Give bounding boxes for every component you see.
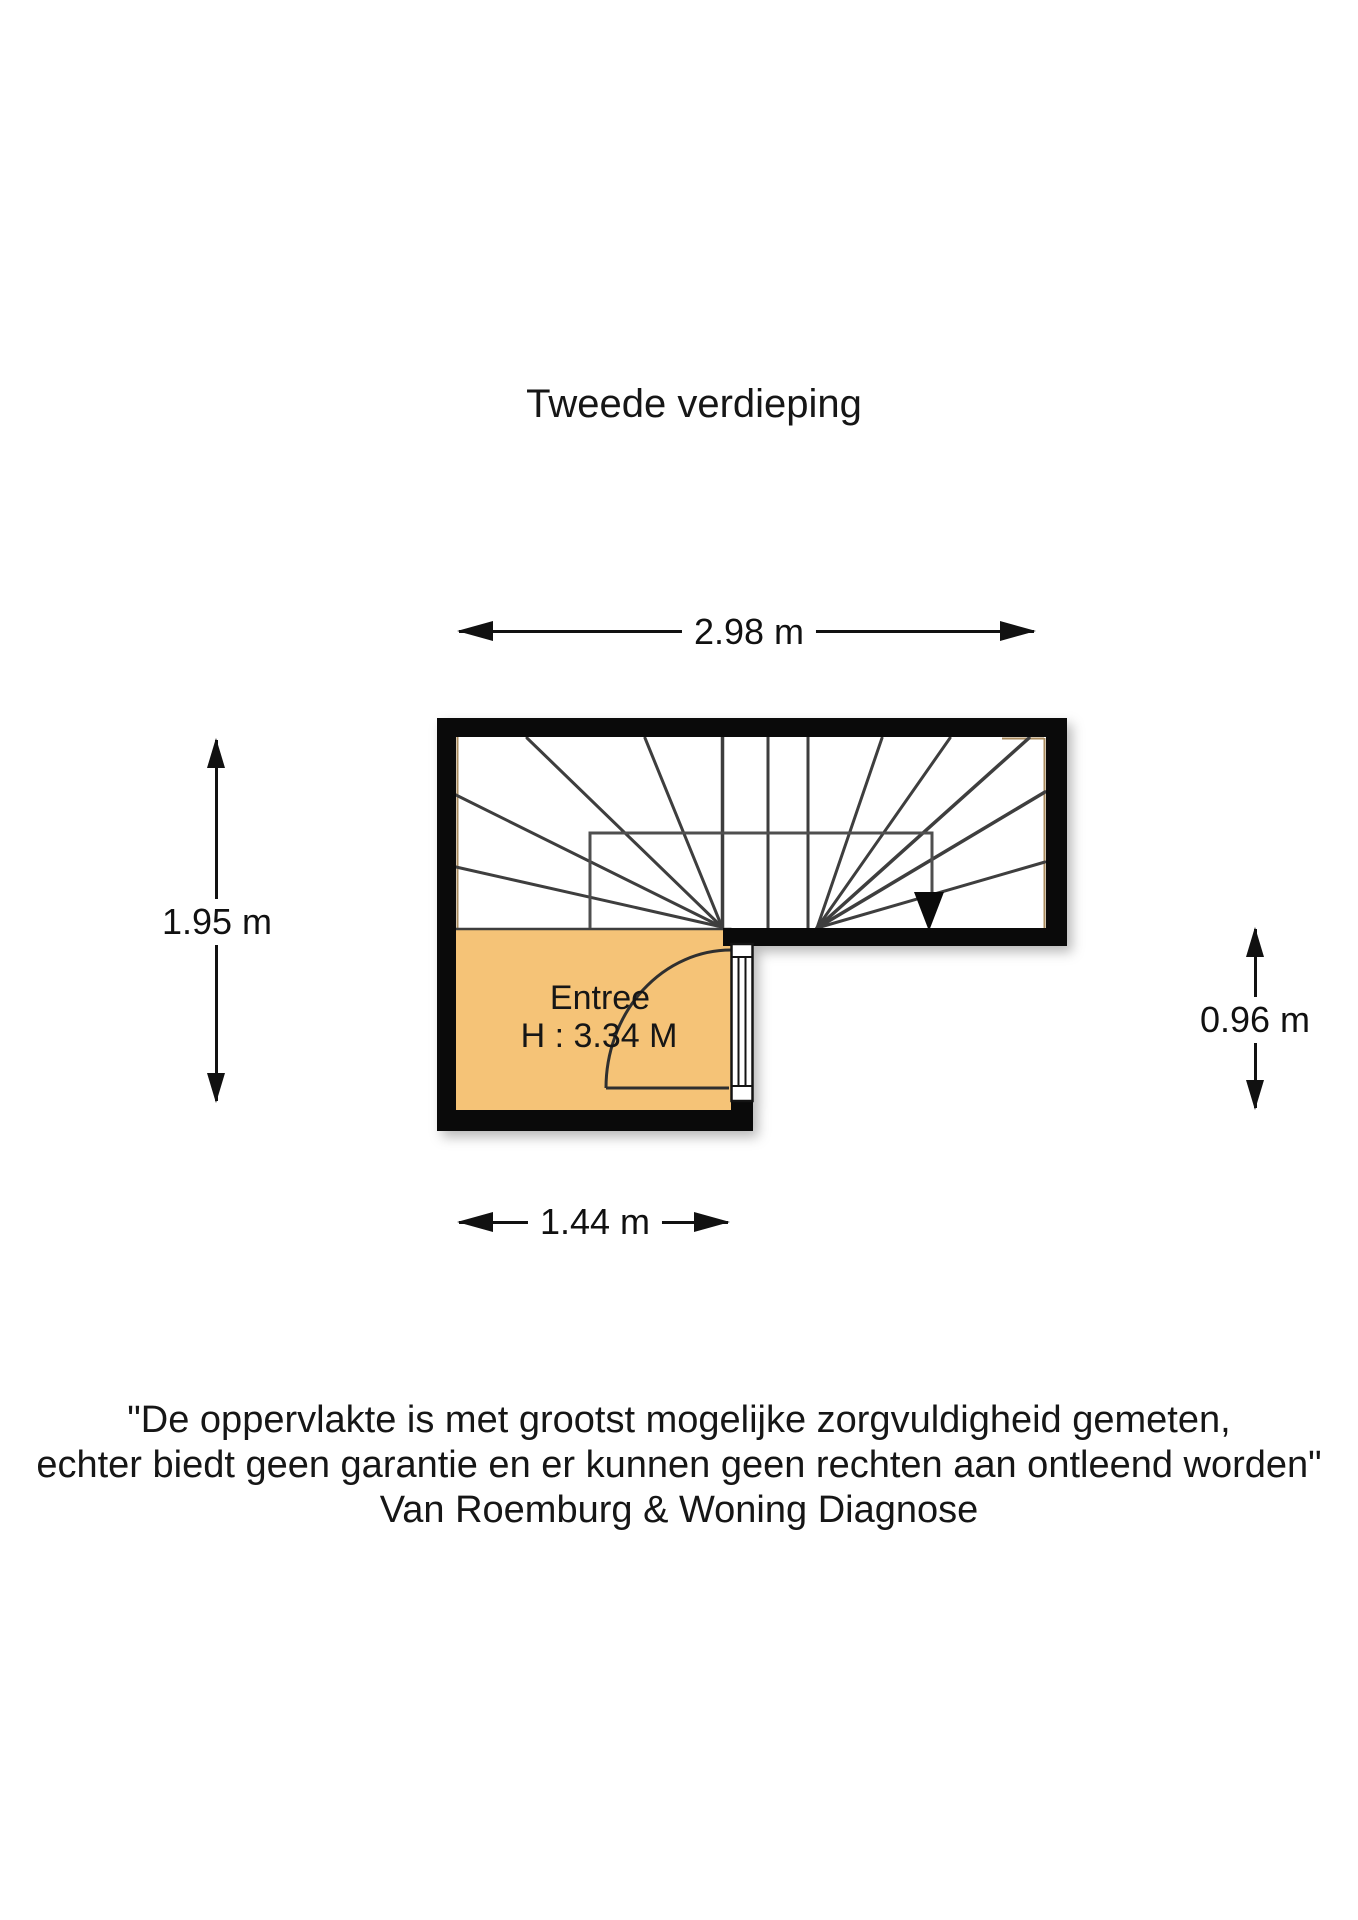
arrow-down-icon: [1246, 1080, 1264, 1110]
wall-left: [437, 718, 456, 1131]
arrow-left-icon: [457, 621, 493, 641]
floorplan-svg: [420, 700, 1090, 1150]
disclaimer-line-2: echter biedt geen garantie en er kunnen geen rechten aan ontleend worden": [36, 1444, 1322, 1486]
arrow-up-icon: [1246, 927, 1264, 957]
room-name-label: Entree: [549, 979, 651, 1017]
page-title: Tweede verdieping: [526, 382, 862, 426]
wall-entree-bottom: [437, 1110, 753, 1131]
arrow-up-icon: [207, 738, 225, 768]
dimension-right-label: 0.96 m: [1188, 997, 1322, 1043]
arrow-left-icon: [457, 1212, 493, 1232]
arrow-down-icon: [207, 1073, 225, 1103]
dimension-bottom-label: 1.44 m: [528, 1199, 662, 1245]
arrow-right-icon: [694, 1212, 730, 1232]
door-frame: [732, 944, 753, 1101]
wall-stairs-bottom: [723, 928, 1067, 946]
dimension-left-label: 1.95 m: [150, 899, 284, 945]
wall-door-corner: [731, 1100, 753, 1131]
wall-top: [437, 718, 1067, 737]
disclaimer: [0, 1398, 1358, 1533]
arrow-right-icon: [1000, 621, 1036, 641]
room-height-label: H : 3.34 M: [520, 1017, 678, 1055]
dimension-top-label: 2.98 m: [682, 609, 816, 655]
wall-right: [1046, 718, 1067, 946]
disclaimer-line-3: Van Roemburg & Woning Diagnose: [379, 1489, 979, 1531]
disclaimer-line-1: "De oppervlakte is met grootst mogelijke zorgvuldigheid gemeten,: [127, 1399, 1231, 1441]
